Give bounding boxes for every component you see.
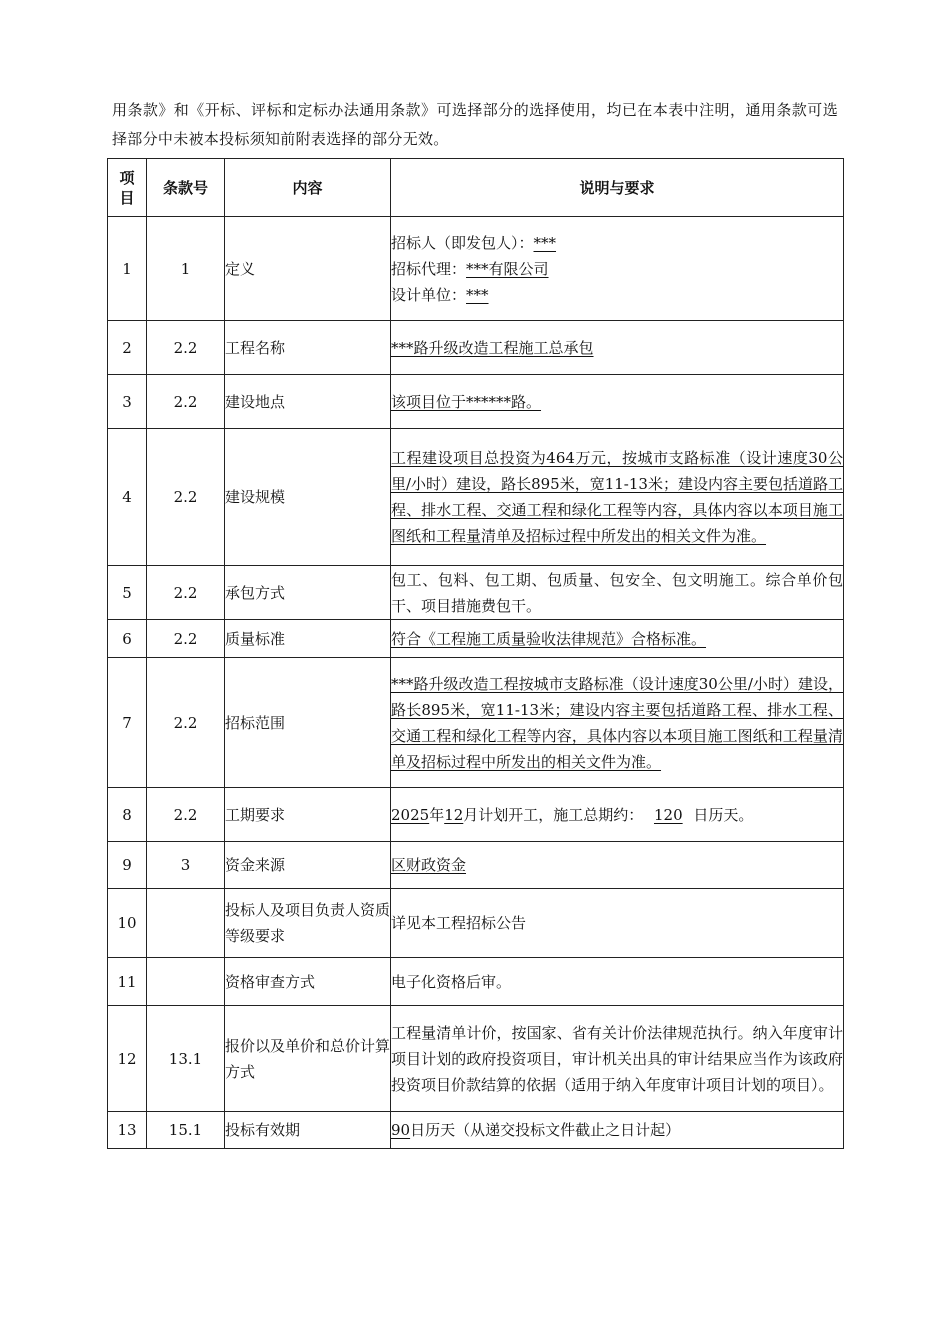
table-row [108,217,844,321]
table-row [108,321,844,375]
header-content: 内容 [225,159,391,217]
row-desc [391,375,844,429]
row-desc-text: 该项目位于******路。 [391,392,542,411]
row-desc [391,1112,844,1149]
schedule-month: 12 [444,805,464,824]
row-no: 6 [108,620,147,658]
row-desc [391,842,844,889]
row-clause: 2.2 [147,321,225,375]
row-clause: 2.2 [147,620,225,658]
row-no: 4 [108,429,147,566]
header-desc: 说明与要求 [391,159,844,217]
table-row [108,429,844,566]
bid-notice-table [107,158,844,1149]
row-desc: 电子化资格后审。 [391,958,844,1006]
row-name: 资格审查方式 [225,958,391,1006]
row-name: 招标范围 [225,658,391,788]
row-desc [391,620,844,658]
definition-label: 设计单位： [391,285,467,304]
row-name: 报价以及单价和总价计算方式 [225,1006,391,1112]
definition-line [391,282,843,308]
row-no: 13 [108,1112,147,1149]
definition-value: ***有限公司 [466,259,549,278]
row-desc-text: 工程建设项目总投资为464万元，按城市支路标准（设计速度30公里/小时）建设，路长895米，宽11-13米；建设内容主要包括道路工程、排水工程、交通工程和绿化工程等内容，具体内容以本项目施工图纸和工程量清单及招标过程中所发出的相关文件为准。 [391,449,843,545]
row-no: 10 [108,889,147,958]
definition-line [391,256,843,282]
header-clause: 条款号 [147,159,225,217]
table-header-row [108,159,844,217]
row-desc-text: 区财政资金 [391,856,467,874]
validity-text: 日历天（从递交投标文件截止之日计起） [410,1121,681,1139]
row-name: 定义 [225,217,391,321]
row-desc: 包工、包料、包工期、包质量、包安全、包文明施工。综合单价包干、项目措施费包干。 [391,566,844,620]
row-desc-text: 符合《工程施工质量验收法律规范》合格标准。 [391,629,707,648]
table-row [108,958,844,1006]
row-name: 建设地点 [225,375,391,429]
table-row [108,658,844,788]
table-row [108,566,844,620]
table-row [108,375,844,429]
row-no: 1 [108,217,147,321]
row-clause: 2.2 [147,788,225,842]
row-name: 投标有效期 [225,1112,391,1149]
row-desc [391,321,844,375]
row-no: 9 [108,842,147,889]
row-clause: 2.2 [147,429,225,566]
row-clause [147,958,225,1006]
definition-label: 招标人（即发包人）： [391,233,534,252]
row-clause: 2.2 [147,658,225,788]
intro-paragraph: 用条款》和《开标、评标和定标办法通用条款》可选择部分的选择使用，均已在本表中注明，通用条款可选择部分中未被本投标须知前附表选择的部分无效。 [112,101,838,148]
row-desc: 详见本工程招标公告 [391,889,844,958]
row-desc-text: ***路升级改造工程按城市支路标准（设计速度30公里/小时）建设，路长895米，宽11-13米；建设内容主要包括道路工程、排水工程、交通工程和绿化工程等内容，具体内容以本项目施工图纸和工程量清单及招标过程中所发出的相关文件为准。 [391,674,843,771]
row-name: 资金来源 [225,842,391,889]
schedule-days-suffix: 日历天。 [693,805,754,824]
table-row [108,889,844,958]
row-no: 12 [108,1006,147,1112]
row-clause: 1 [147,217,225,321]
row-no: 7 [108,658,147,788]
table-row [108,788,844,842]
schedule-year-suffix: 年 [429,805,445,824]
row-clause: 3 [147,842,225,889]
schedule-year: 2025 [391,805,430,824]
row-clause [147,889,225,958]
row-name: 工期要求 [225,788,391,842]
row-no: 11 [108,958,147,1006]
table-row [108,1112,844,1149]
row-desc [391,658,844,788]
row-name: 工程名称 [225,321,391,375]
row-clause: 2.2 [147,566,225,620]
definition-line [391,230,843,256]
table-row [108,1006,844,1112]
schedule-month-suffix: 月计划开工，施工总期约： [463,805,644,824]
table-row [108,842,844,889]
row-no: 2 [108,321,147,375]
validity-days: 90 [391,1121,411,1139]
row-desc [391,788,844,842]
row-desc [391,217,844,321]
row-clause: 13.1 [147,1006,225,1112]
row-name: 建设规模 [225,429,391,566]
row-name: 质量标准 [225,620,391,658]
schedule-days: 120 [653,805,683,824]
row-no: 5 [108,566,147,620]
header-item: 项目 [108,159,147,217]
definition-value: *** [533,233,557,252]
row-name: 承包方式 [225,566,391,620]
definition-value: *** [466,285,489,304]
row-desc-text: ***路升级改造工程施工总承包 [391,338,594,357]
row-desc [391,429,844,566]
row-name: 投标人及项目负责人资质等级要求 [225,889,391,958]
row-desc: 工程量清单计价，按国家、省有关计价法律规范执行。纳入年度审计项目计划的政府投资项目，审计机关出具的审计结果应当作为该政府投资项目价款结算的依据（适用于纳入年度审计项目计划的项目）。 [391,1006,844,1112]
row-clause: 2.2 [147,375,225,429]
row-no: 3 [108,375,147,429]
row-no: 8 [108,788,147,842]
row-clause: 15.1 [147,1112,225,1149]
table-row [108,620,844,658]
definition-label: 招标代理： [391,259,467,278]
